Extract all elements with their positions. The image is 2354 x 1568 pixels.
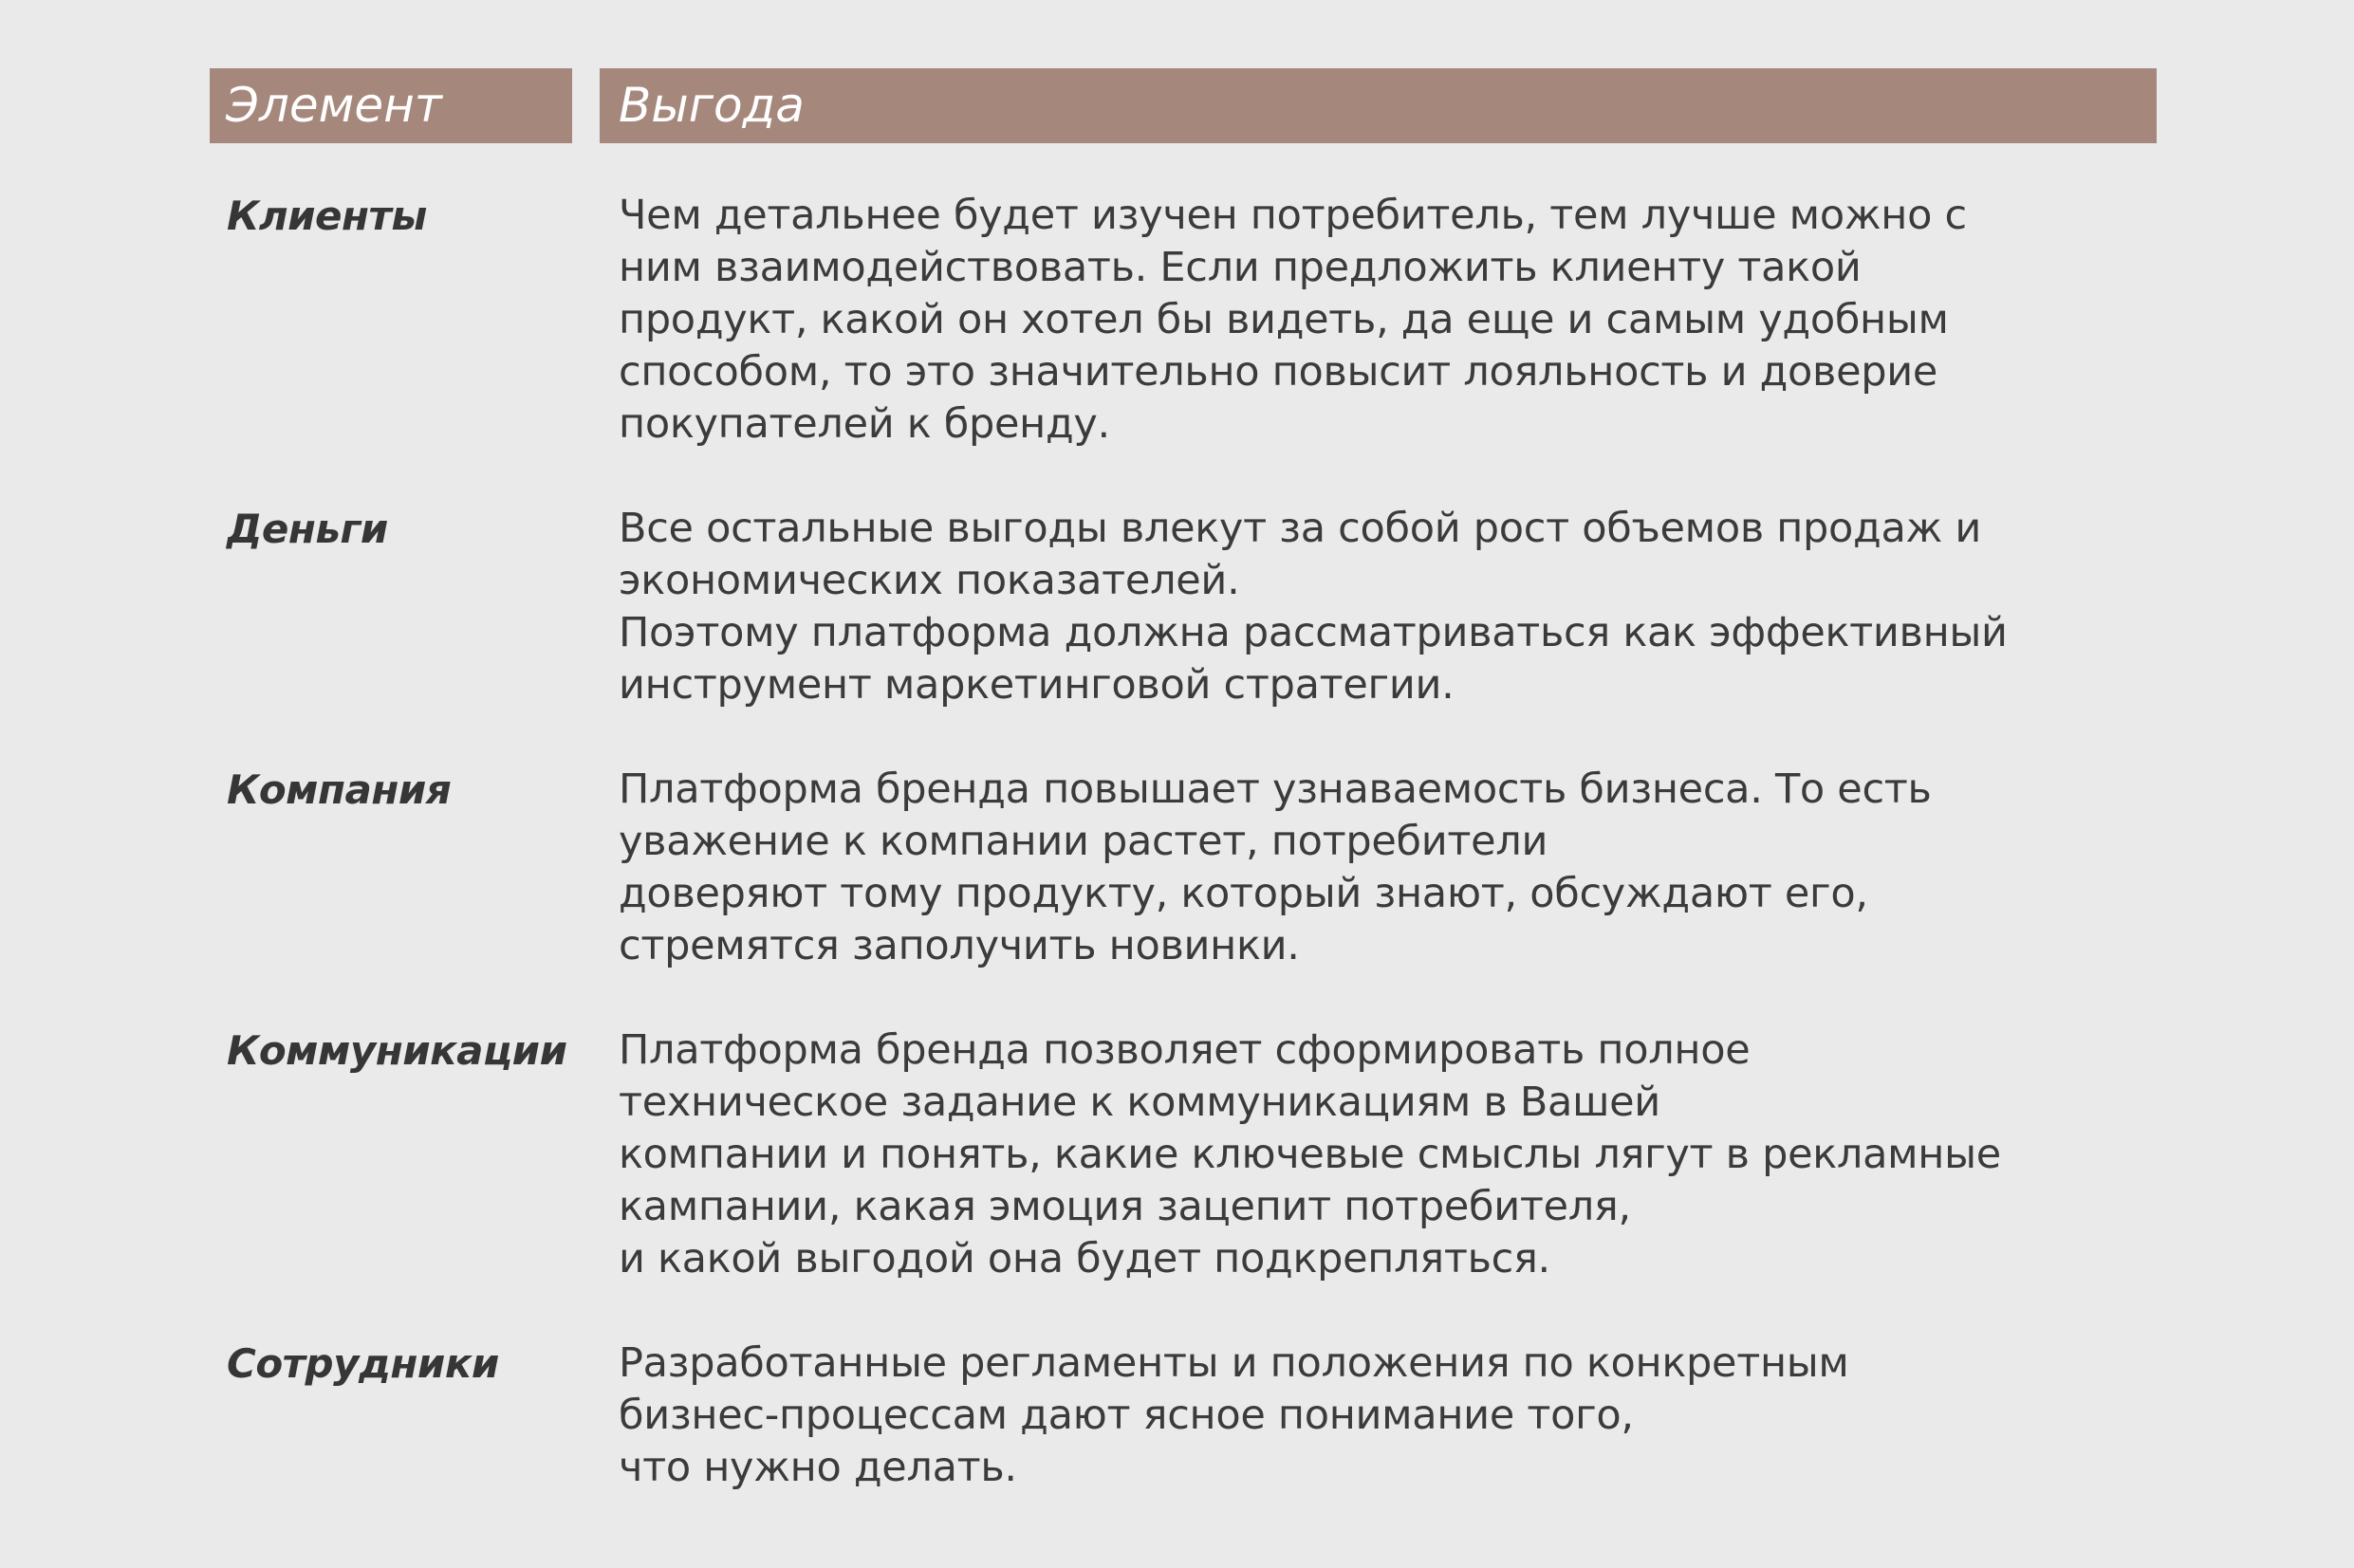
column-header-element-label: Элемент xyxy=(226,78,442,133)
column-header-benefit-label: Выгода xyxy=(619,78,805,133)
text-line: способом, то это значительно повысит лояльность и доверие xyxy=(619,348,1938,396)
row-label: Клиенты xyxy=(227,193,427,239)
row-label: Сотрудники xyxy=(227,1340,499,1387)
row-benefit-text xyxy=(619,190,1967,451)
text-line: стремятся заполучить новинки. xyxy=(619,922,1300,969)
text-line: покупателей к бренду. xyxy=(619,400,1110,448)
text-line: Все остальные выгоды влекут за собой рост объемов продаж и xyxy=(619,505,1981,552)
text-line: кампании, какая эмоция зацепит потребителя, xyxy=(619,1183,1631,1230)
text-line: и какой выгодой она будет подкрепляться. xyxy=(619,1235,1550,1282)
row-benefit-text xyxy=(619,1024,2001,1285)
text-line: Поэтому платформа должна рассматриваться как эффективный xyxy=(619,609,2008,656)
column-header-element xyxy=(210,68,572,143)
row-label: Коммуникации xyxy=(227,1027,567,1074)
text-line: Платформа бренда повышает узнаваемость бизнеса. То есть xyxy=(619,766,1932,813)
column-header-benefit xyxy=(600,68,2157,143)
text-line: продукт, какой он хотел бы видеть, да еще и самым удобным xyxy=(619,296,1949,343)
text-line: экономических показателей. xyxy=(619,557,1240,604)
text-line: бизнес-процессам дают ясное понимание того, xyxy=(619,1392,1634,1439)
text-line: уважение к компании растет, потребители xyxy=(619,818,1548,865)
row-benefit-text xyxy=(619,503,2008,711)
text-line: Разработанные регламенты и положения по конкретным xyxy=(619,1339,1849,1387)
row-benefit-text xyxy=(619,1337,1849,1494)
row-benefit-text xyxy=(619,764,1932,972)
text-line: доверяют тому продукту, который знают, обсуждают его, xyxy=(619,870,1868,917)
row-label: Компания xyxy=(227,766,452,813)
text-line: что нужно делать. xyxy=(619,1444,1017,1491)
row-label: Деньги xyxy=(227,506,388,552)
text-line: техническое задание к коммуникациям в Вашей xyxy=(619,1079,1660,1126)
text-line: Чем детальнее будет изучен потребитель, тем лучше можно с xyxy=(619,192,1967,239)
text-line: Платформа бренда позволяет сформировать полное xyxy=(619,1026,1751,1074)
text-line: компании и понять, какие ключевые смыслы лягут в рекламные xyxy=(619,1131,2001,1178)
text-line: инструмент маркетинговой стратегии. xyxy=(619,661,1455,709)
text-line: ним взаимодействовать. Если предложить клиенту такой xyxy=(619,244,1862,291)
